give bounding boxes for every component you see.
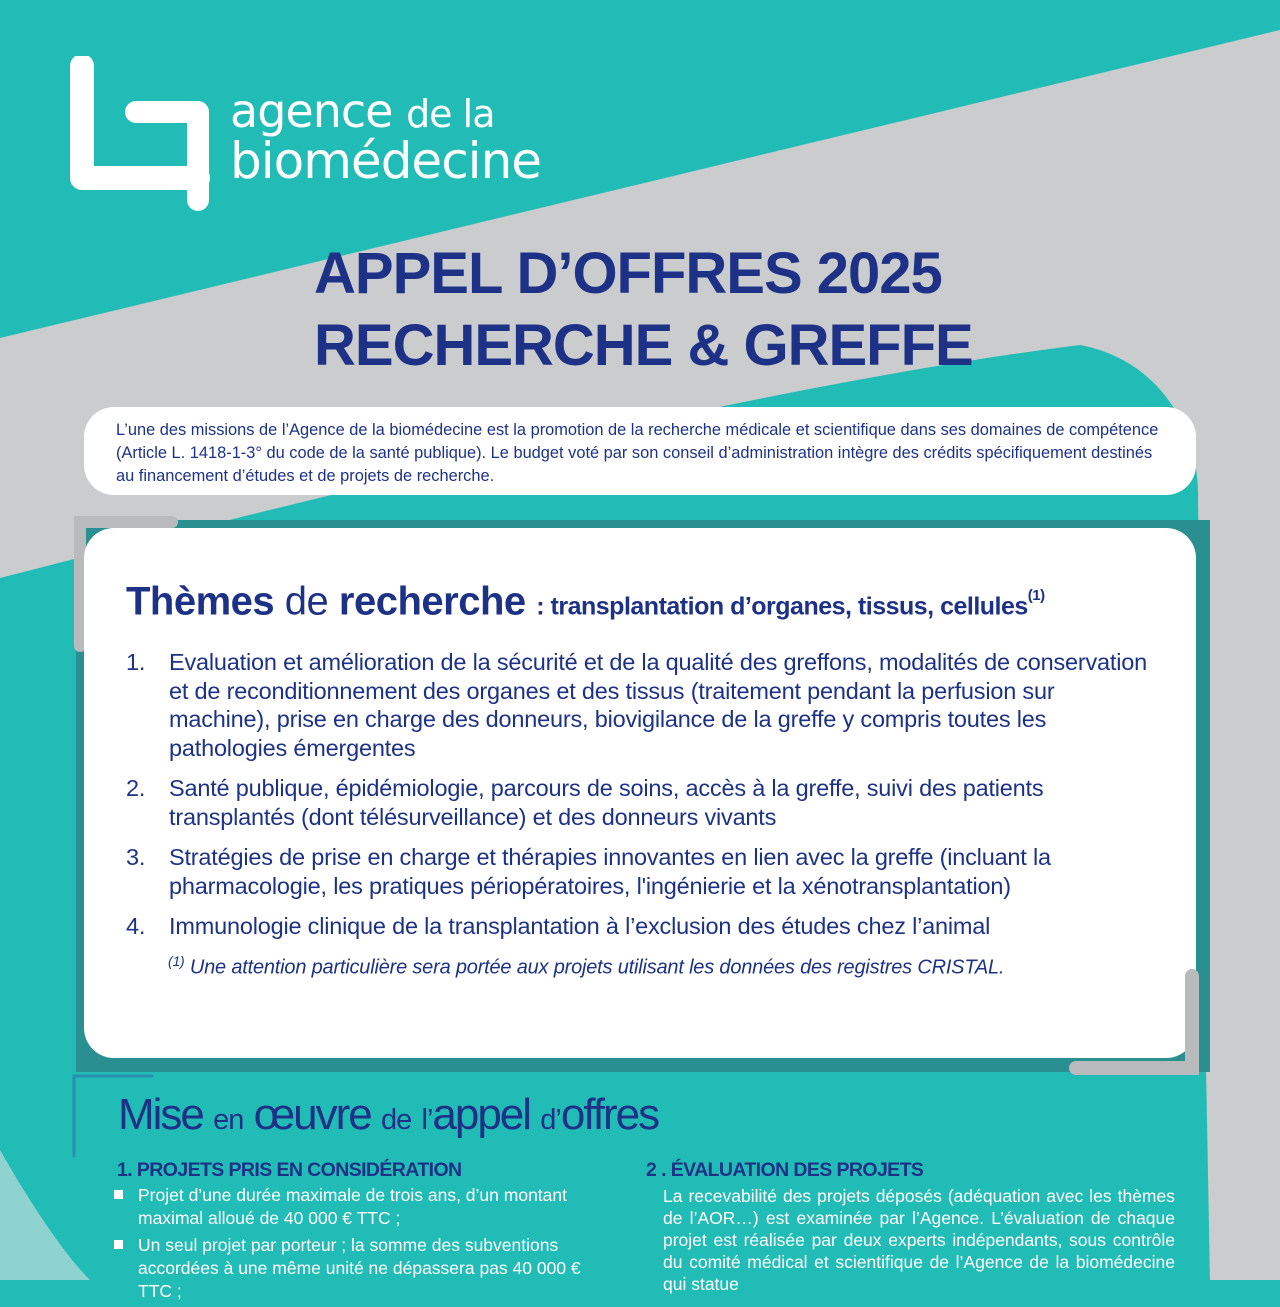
- list-item-text: Santé publique, épidémiologie, parcours de soins, accès à la greffe, suivi des patients transplantés (dont télésurveillance) et des donneurs vivants: [169, 775, 1044, 830]
- themes-footnote-marker: (1): [1027, 587, 1045, 604]
- themes-subtitle: : transplantation d’organes, tissus, cellules: [536, 592, 1028, 621]
- title-line-2: RECHERCHE & GREFFE: [314, 313, 973, 378]
- list-item: [126, 912, 1156, 941]
- bullet-square-icon: [114, 1240, 123, 1249]
- title-line-1: APPEL D’OFFRES 2025: [314, 241, 942, 306]
- section-1-heading: 1. PROJETS PRIS EN CONSIDÉRATION: [117, 1159, 462, 1181]
- list-item-number: 3.: [126, 844, 146, 871]
- corner-bracket-bottom-right-icon: [1066, 968, 1208, 1080]
- logo-word-biomedecine: biomédecine: [230, 132, 542, 190]
- logo-word-de-la: de la: [406, 92, 495, 136]
- footnote-text: Une attention particulière sera portée aux projets utilisant les données des registres CRISTAL.: [184, 956, 1005, 979]
- list-item-text: Evaluation et amélioration de la sécurité et de la qualité des greffons, modalités de conservation et de reconditionnement des organes et des tissus (traitement pendant la perfusion sur machine), prise en charge des donneurs, biovigilance de la greffe y compris toutes les pathologies émergentes: [169, 649, 1148, 761]
- page-title: [314, 238, 973, 382]
- bullet-text: Un seul projet par porteur ; la somme des subventions accordées à une même unité ne dépassera pas 40 000 € TTC ;: [138, 1235, 581, 1301]
- section-1-bullets: [112, 1184, 612, 1307]
- section-2-text: La recevabilité des projets déposés (adéquation avec les thèmes de l’AOR…) est examinée par l’Agence. L’évaluation de chaque projet est réalisée par deux experts indépendants, sous contrôle du comité médical et scientifique de l’Agence de la biomédecine qui statue: [663, 1186, 1175, 1294]
- section-2-heading: 2 . ÉVALUATION DES PROJETS: [646, 1159, 924, 1181]
- intro-box: [84, 407, 1196, 495]
- list-item-text: Immunologie clinique de la transplantation à l’exclusion des études chez l’animal: [169, 913, 991, 940]
- list-item-number: 2.: [126, 775, 146, 802]
- list-item: [126, 843, 1156, 900]
- themes-title-word-de: de: [284, 579, 329, 624]
- mise-word-1: Mise: [118, 1090, 203, 1139]
- mise-en-oeuvre-title: [118, 1088, 658, 1147]
- themes-list: [126, 648, 1156, 941]
- mise-word-8: offres: [560, 1090, 659, 1139]
- list-item-number: 1.: [126, 649, 146, 676]
- mise-word-4: de: [381, 1104, 412, 1136]
- footnote-marker: (1): [168, 952, 185, 969]
- mise-word-2: en: [213, 1104, 244, 1136]
- bullet-text: Projet d’une durée maximale de trois ans, d’un montant maximal alloué de 40 000 € TTC ;: [138, 1185, 567, 1228]
- themes-title-word-recherche: recherche: [338, 579, 526, 624]
- list-item-number: 4.: [126, 913, 146, 940]
- mise-word-7: d’: [540, 1104, 561, 1136]
- themes-title: [126, 568, 1156, 634]
- bullet-square-icon: [114, 1190, 123, 1199]
- themes-footnote: [168, 953, 1156, 980]
- list-item-text: Stratégies de prise en charge et thérapies innovantes en lien avec la greffe (incluant la pharmacologie, les pratiques périopératoires, l'ingénierie et la xénotransplantation): [169, 844, 1051, 899]
- agency-logo-mark-icon: [70, 56, 220, 212]
- logo-word-agence: agence: [230, 84, 393, 138]
- list-item: [112, 1234, 612, 1303]
- themes-title-word-themes: Thèmes: [126, 579, 275, 624]
- mise-word-6: appel: [432, 1090, 531, 1139]
- list-item: [126, 774, 1156, 831]
- agency-logo-wordmark: [230, 84, 542, 190]
- intro-text: L’une des missions de l’Agence de la biomédecine est la promotion de la recherche médicale et scientifique dans ses domaines de compétence (Article L. 1418-1-3° du code de la santé publique). Le budget voté par son conseil d’administration intègre des crédits spécifiquement destinés au financement d’études et de projets de recherche.: [116, 421, 1159, 485]
- mise-word-5: l’: [421, 1104, 433, 1136]
- list-item: [126, 648, 1156, 762]
- list-item: [112, 1184, 612, 1230]
- themes-card: [84, 528, 1196, 1058]
- mise-word-3: œuvre: [253, 1090, 371, 1139]
